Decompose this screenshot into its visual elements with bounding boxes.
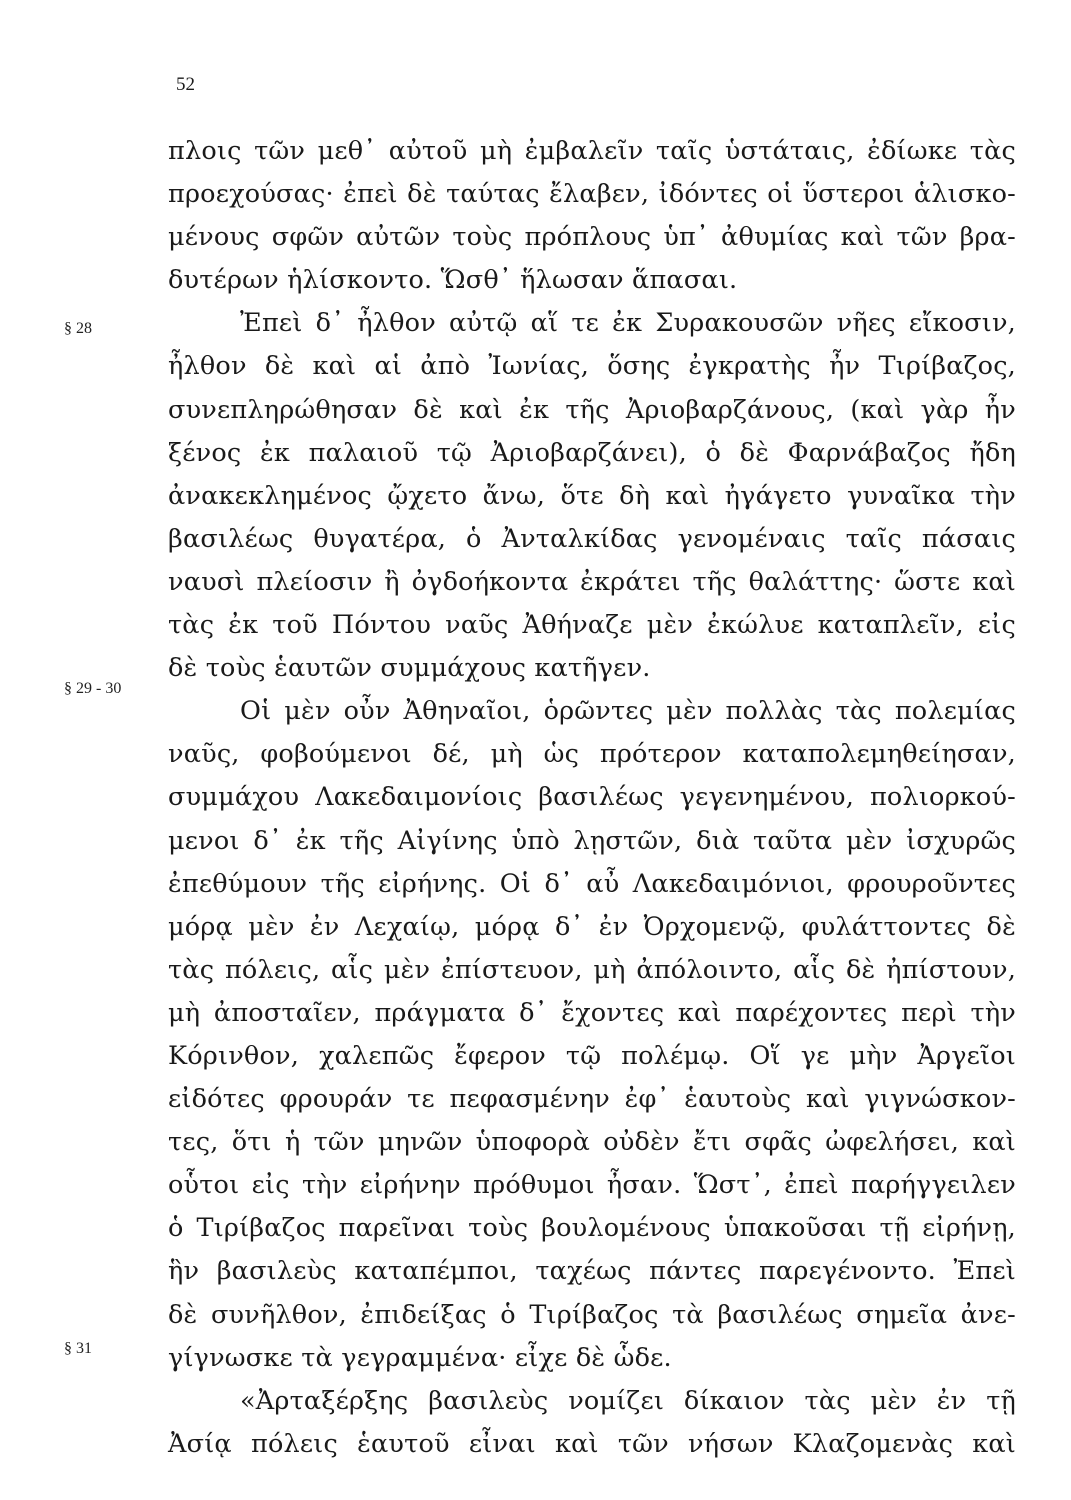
text-line: ἐπεθύμουν τῆς εἰρήνης. Οἱ δ᾽ αὖ Λακεδαιμόνιοι, φρουροῦντες: [168, 868, 1016, 899]
text-line: τὰς πόλεις, αἷς μὲν ἐπίστευον, μὴ ἀπόλοιντο, αἷς δὲ ἠπίστουν,: [168, 954, 1016, 985]
text-line: προεχούσας· ἐπεὶ δὲ ταύτας ἔλαβεν, ἰδόντες οἱ ὕστεροι ἁλισκο-: [168, 179, 1016, 210]
body-text: [168, 130, 1016, 1466]
text-line: ἦλθον δὲ καὶ αἱ ἀπὸ Ἰωνίας, ὅσης ἐγκρατὴς ἦν Τιρίβαζος,: [168, 351, 1016, 382]
text-line: βασιλέως θυγατέρα, ὁ Ἀνταλκίδας γενομέναις ταῖς πάσαις: [168, 523, 1016, 554]
text-line: συμμάχου Λακεδαιμονίοις βασιλέως γεγενημένου, πολιορκού-: [168, 782, 1016, 813]
text-line: πλοις τῶν μεθ᾽ αὐτοῦ μὴ ἐμβαλεῖν ταῖς ὑστάταις, ἐδίωκε τὰς: [168, 136, 1016, 166]
section-ref-29-30: § 29 - 30: [64, 680, 122, 697]
section-ref-28: § 28: [64, 320, 92, 337]
section-ref-31: § 31: [64, 1340, 92, 1357]
text-line: δὲ τοὺς ἑαυτῶν συμμάχους κατῆγεν.: [168, 653, 651, 684]
text-line: γίγνωσκε τὰ γεγραμμένα· εἶχε δὲ ὧδε.: [168, 1342, 672, 1373]
text-line: μόρᾳ μὲν ἐν Λεχαίῳ, μόρᾳ δ᾽ ἐν Ὀρχομενῷ, φυλάττοντες δὲ: [168, 911, 1016, 942]
text-line: δυτέρων ἡλίσκοντο. Ὥσθ᾽ ἥλωσαν ἅπασαι.: [168, 265, 738, 296]
text-line: συνεπληρώθησαν δὲ καὶ ἐκ τῆς Ἀριοβαρζάνους, (καὶ γὰρ ἦν: [168, 394, 1016, 425]
text-line: ναῦς, φοβούμενοι δέ, μὴ ὡς πρότερον καταπολεμηθείησαν,: [168, 739, 1016, 770]
paragraph-start-line: Ἐπεὶ δ᾽ ἦλθον αὐτῷ αἵ τε ἐκ Συρακουσῶν νῆες εἴκοσιν,: [240, 308, 1016, 339]
text-line: μὴ ἀποσταῖεν, πράγματα δ᾽ ἔχοντες καὶ παρέχοντες περὶ τὴν: [168, 997, 1016, 1028]
text-line: Κόρινθον, χαλεπῶς ἔφερον τῷ πολέμῳ. Οἵ γε μὴν Ἀργεῖοι: [168, 1040, 1016, 1071]
text-line: ἣν βασιλεὺς καταπέμποι, ταχέως πάντες παρεγένοντο. Ἐπεὶ: [168, 1256, 1016, 1287]
text-line: ναυσὶ πλείοσιν ἢ ὀγδοήκοντα ἐκράτει τῆς θαλάττης· ὥστε καὶ: [168, 566, 1016, 597]
text-line: εἰδότες φρουράν τε πεφασμένην ἐφ᾽ ἑαυτοὺς καὶ γιγνώσκον-: [168, 1084, 1016, 1115]
text-line: ξένος ἐκ παλαιοῦ τῷ Ἀριοβαρζάνει), ὁ δὲ Φαρνάβαζος ἤδη: [168, 437, 1016, 468]
paragraph-start-line: Οἱ μὲν οὖν Ἀθηναῖοι, ὁρῶντες μὲν πολλὰς τὰς πολεμίας: [240, 696, 1016, 727]
text-line: μένους σφῶν αὐτῶν τοὺς πρόπλους ὑπ᾽ ἀθυμίας καὶ τῶν βρα-: [168, 222, 1016, 253]
text-line: Ἀσίᾳ πόλεις ἑαυτοῦ εἶναι καὶ τῶν νήσων Κλαζομενὰς καὶ: [168, 1428, 1016, 1459]
text-line: τες, ὅτι ἡ τῶν μηνῶν ὑποφορὰ οὐδὲν ἔτι σφᾶς ὠφελήσει, καὶ: [168, 1127, 1016, 1158]
text-line: μενοι δ᾽ ἐκ τῆς Αἰγίνης ὑπὸ λῃστῶν, διὰ ταῦτα μὲν ἰσχυρῶς: [168, 825, 1016, 856]
text-line: ἀνακεκλημένος ᾤχετο ἄνω, ὅτε δὴ καὶ ἠγάγετο γυναῖκα τὴν: [168, 480, 1016, 511]
page-number: 52: [176, 74, 195, 95]
paragraph-start-line: «Ἀρταξέρξης βασιλεὺς νομίζει δίκαιον τὰς μὲν ἐν τῇ: [240, 1385, 1016, 1416]
text-line: δὲ συνῆλθον, ἐπιδείξας ὁ Τιρίβαζος τὰ βασιλέως σημεῖα ἀνε-: [168, 1299, 1016, 1330]
text-line: οὗτοι εἰς τὴν εἰρήνην πρόθυμοι ἦσαν. Ὥστ᾽, ἐπεὶ παρήγγειλεν: [168, 1170, 1016, 1201]
text-line: ὁ Τιρίβαζος παρεῖναι τοὺς βουλομένους ὑπακοῦσαι τῇ εἰρήνῃ,: [168, 1213, 1016, 1244]
text-line: τὰς ἐκ τοῦ Πόντου ναῦς Ἀθήναζε μὲν ἐκώλυε καταπλεῖν, εἰς: [168, 610, 1016, 641]
